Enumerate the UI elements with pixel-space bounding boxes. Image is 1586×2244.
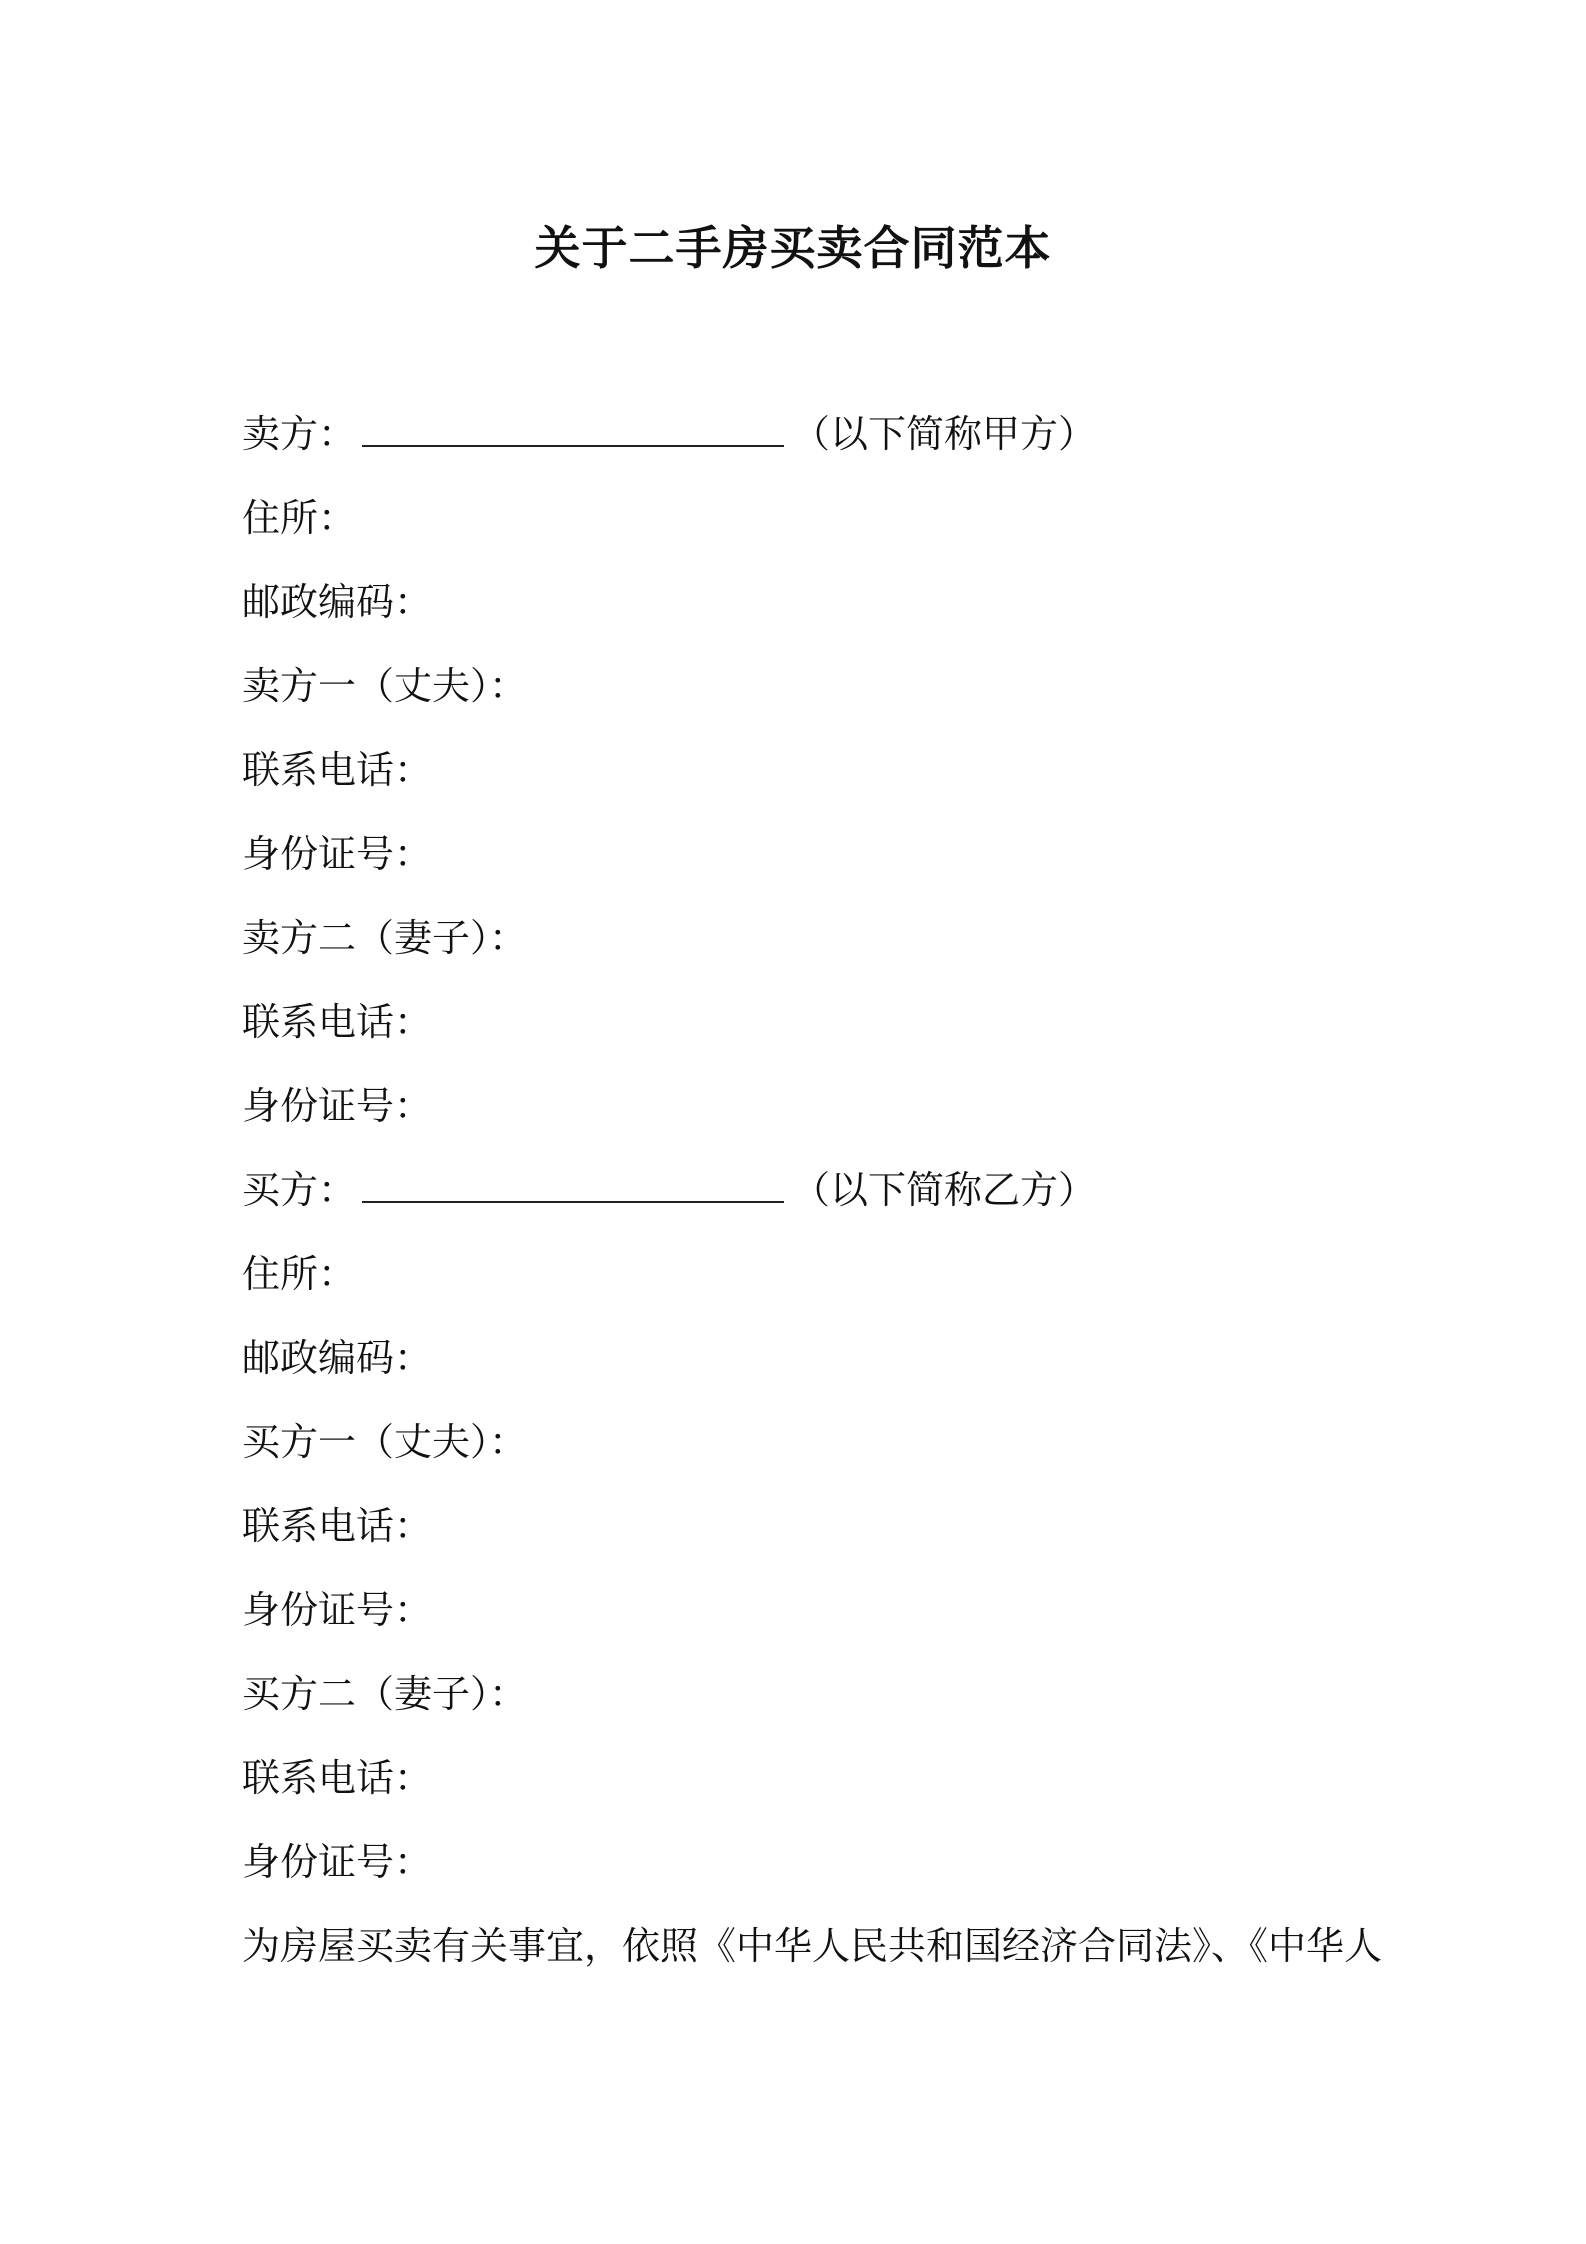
seller-husband-id-line: 身份证号： [242,832,433,876]
seller-wife-line: 卖方二（妻子）： [242,916,528,960]
buyer-line [242,1166,1372,1250]
contract-body [242,410,1383,2006]
seller-wife-id-line: 身份证号： [242,1084,433,1128]
buyer-husband-phone-line: 联系电话： [242,1504,433,1548]
seller-line [242,410,1372,494]
buyer-husband-line: 买方一（丈夫）： [242,1420,528,1464]
seller-husband-line: 卖方一（丈夫）： [242,664,528,708]
seller-postcode-line: 邮政编码： [242,580,433,624]
document-title: 关于二手房买卖合同范本 [534,221,1052,275]
buyer-label: 买方： [242,1168,357,1212]
seller-label: 卖方： [242,412,357,456]
seller-husband-phone-line: 联系电话： [242,748,433,792]
buyer-suffix: （以下简称乙方） [792,1168,1097,1212]
buyer-wife-line: 买方二（妻子）： [242,1672,528,1716]
seller-name-blank [362,415,784,447]
buyer-wife-id-line: 身份证号： [242,1840,433,1884]
seller-address-line: 住所： [242,496,357,540]
buyer-husband-id-line: 身份证号： [242,1588,433,1632]
buyer-wife-phone-line: 联系电话： [242,1756,433,1800]
intro-paragraph: 为房屋买卖有关事宜，依照《中华人民共和国经济合同法》、《中华人 [242,1924,1383,1968]
seller-wife-phone-line: 联系电话： [242,1000,433,1044]
buyer-name-blank [362,1171,784,1203]
buyer-postcode-line: 邮政编码： [242,1336,433,1380]
buyer-address-line: 住所： [242,1252,357,1296]
seller-suffix: （以下简称甲方） [792,412,1097,456]
